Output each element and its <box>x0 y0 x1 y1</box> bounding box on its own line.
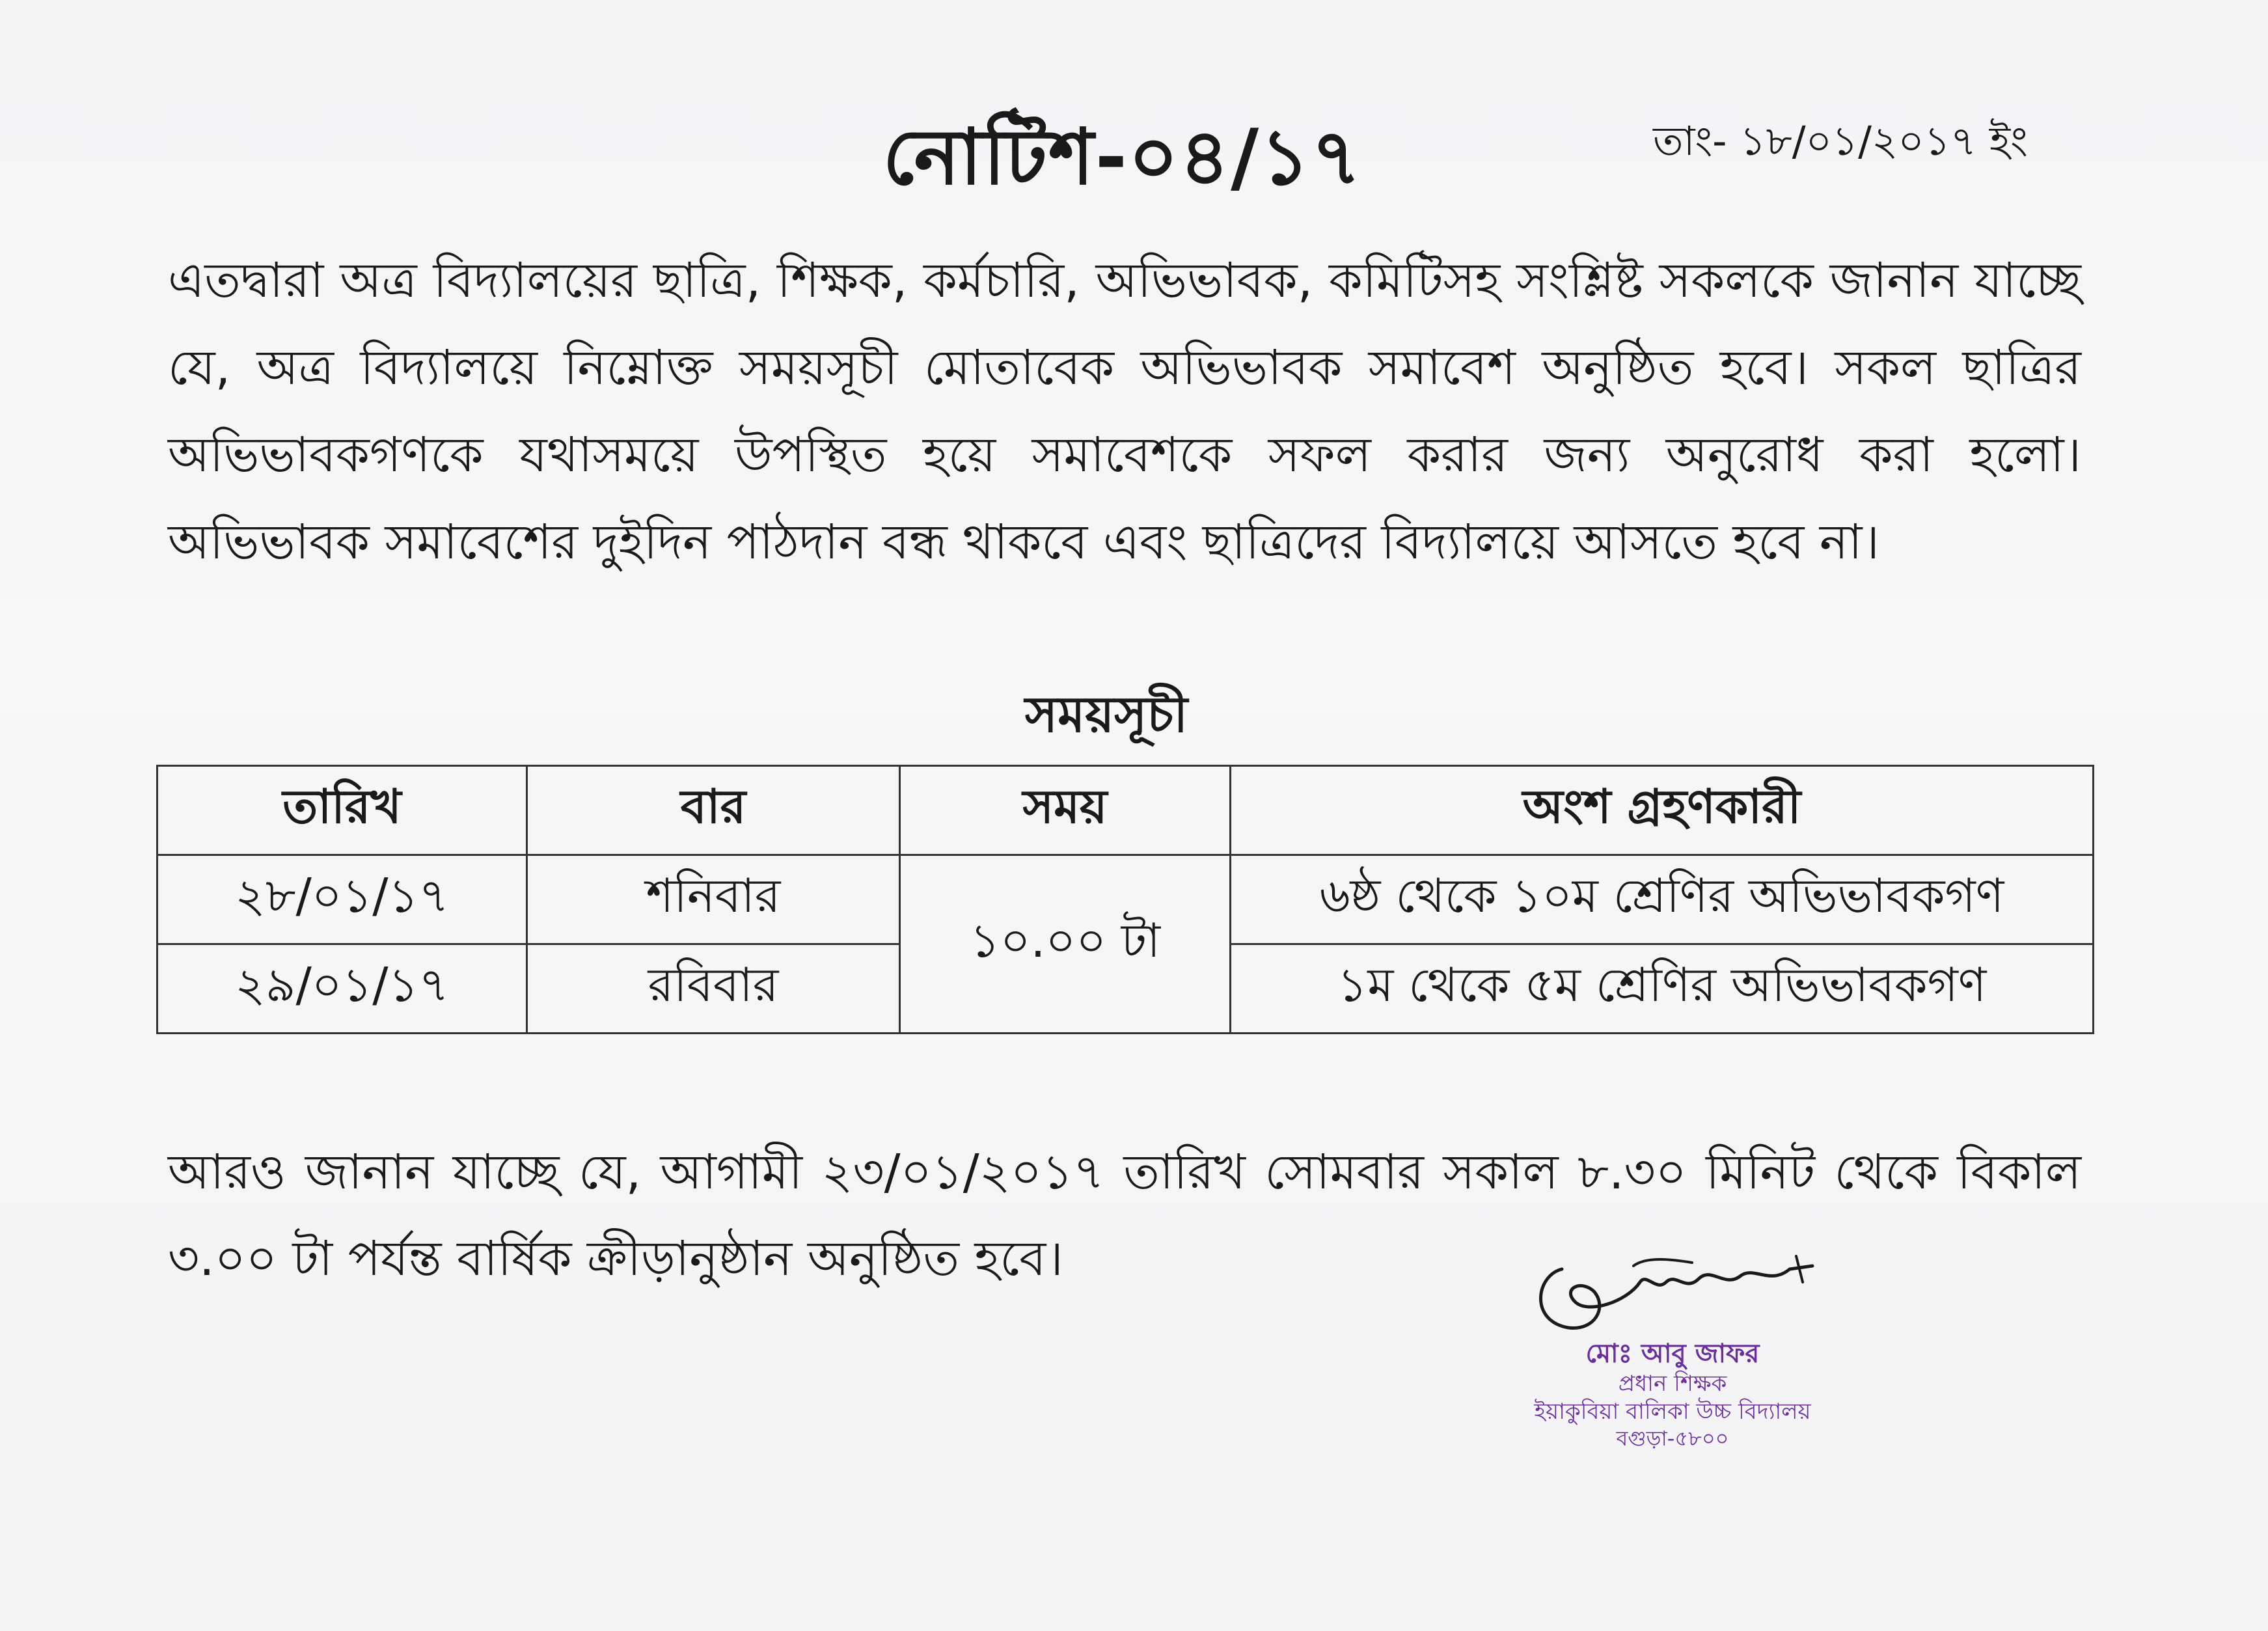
row-day: রবিবার <box>527 944 900 1034</box>
header-date: তারিখ <box>157 766 527 855</box>
row-date: ২৯/০১/১৭ <box>157 944 527 1034</box>
row-participants: ৬ষ্ঠ থেকে ১০ম শ্রেণির অভিভাবকগণ <box>1231 855 2094 944</box>
signatory-name: মোঃ আবু জাফর <box>1585 1339 1760 1369</box>
row-day: শনিবার <box>527 855 900 944</box>
header-participants: অংশ গ্রহণকারী <box>1231 766 2094 855</box>
header-day: বার <box>527 766 900 855</box>
schedule-title: সময়সূচী <box>1024 685 1188 743</box>
head-teacher-stamp <box>1477 1337 1868 1451</box>
row-participants: ১ম থেকে ৫ম শ্রেণির অভিভাবকগণ <box>1231 944 2094 1034</box>
row-date: ২৮/০১/১৭ <box>157 855 527 944</box>
signatory-designation: প্রধান শিক্ষক <box>1618 1371 1727 1397</box>
schedule-table <box>156 765 2094 1034</box>
notice-date: তাং- ১৮/০১/২০১৭ ইং <box>1653 117 2028 165</box>
table-row <box>157 855 2094 944</box>
table-header-row <box>157 766 2094 855</box>
row-time: ১০.০০ টা <box>900 855 1231 1034</box>
school-location: বগুড়া-৫৮০০ <box>1616 1426 1729 1451</box>
notice-body: এতদ্বারা অত্র বিদ্যালয়ের ছাত্রি, শিক্ষক, কর্মচারি, অভিভাবক, কমিটিসহ সংশ্লিষ্ট সকলকে জানান যাচ্ছে যে, অত্র বিদ্যালয়ে নিম্নোক্ত সময়সূচী মোতাবেক অভিভাবক সমাবেশ অনুষ্ঠিত হবে। সকল ছাত্রির অভিভাবকগণকে যথাসময়ে উপস্থিত হয়ে সমাবেশকে সফল করার জন্য অনুরোধ করা হলো। অভিভাবক সমাবেশের দুইদিন পাঠদান বন্ধ থাকবে এবং ছাত্রিদের বিদ্যালয়ে আসতে হবে না। <box>168 253 2081 570</box>
school-name: ইয়াকুবিয়া বালিকা উচ্চ বিদ্যালয় <box>1534 1398 1811 1425</box>
notice-title: নোটিশ-০৪/১৭ <box>882 112 1363 202</box>
header-time: সময় <box>900 766 1231 855</box>
additional-notice: আরও জানান যাচ্ছে যে, আগামী ২৩/০১/২০১৭ তারিখ সোমবার সকাল ৮.৩০ মিনিট থেকে বিকাল ৩.০০ টা পর্যন্ত বার্ষিক ক্রীড়ানুষ্ঠান অনুষ্ঠিত হবে। <box>168 1144 2081 1287</box>
